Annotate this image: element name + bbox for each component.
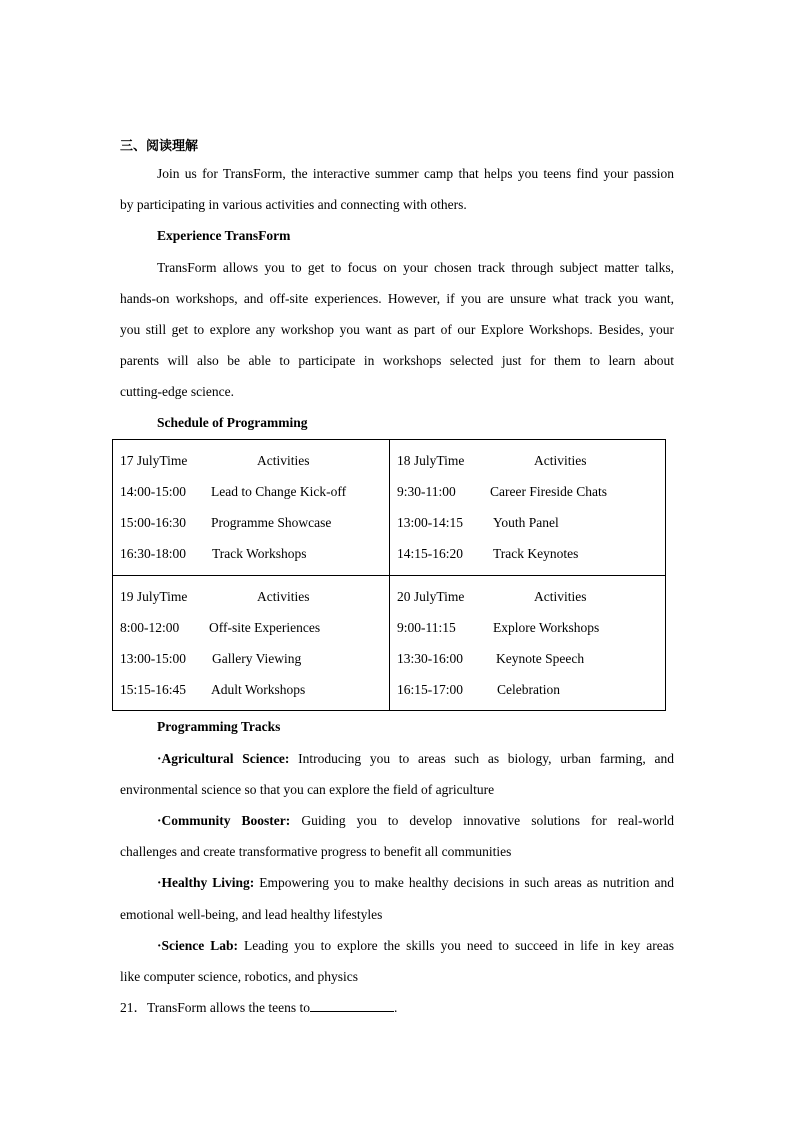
schedule-time: 9:30-11:00 — [397, 484, 456, 499]
question-number: 21． — [120, 1000, 147, 1015]
schedule-cell-day-20 — [397, 588, 667, 718]
experience-heading: Experience TransForm — [157, 228, 291, 243]
track-item-healthy-line-2: emotional well-being, and lead healthy lifestyles — [120, 907, 383, 922]
schedule-activity: Gallery Viewing — [212, 651, 302, 666]
schedule-cell-day-17 — [120, 452, 390, 582]
experience-line-1: TransForm allows you to get to focus on your chosen track through subject matter talks, — [157, 260, 674, 275]
track-label: ·Community Booster: — [157, 813, 291, 828]
track-label: ·Agricultural Science: — [157, 751, 290, 766]
experience-line-5: cutting-edge science. — [120, 384, 234, 399]
activities-header: Activities — [534, 589, 587, 604]
schedule-time: 14:00-15:00 — [120, 484, 186, 499]
schedule-activity: Celebration — [497, 682, 560, 697]
schedule-activity: Off-site Experiences — [209, 620, 321, 635]
intro-line-2: by participating in various activities and connecting with others. — [120, 197, 467, 212]
experience-line-2: hands-on workshops, and off-site experiences. However, if you are unsure what track you want, — [120, 291, 674, 306]
schedule-time: 15:00-16:30 — [120, 515, 186, 530]
track-item-agricultural-line-1 — [157, 750, 674, 768]
track-item-science-line-2: like computer science, robotics, and physics — [120, 969, 359, 984]
schedule-time: 13:00-15:00 — [120, 651, 186, 666]
intro-line-1: Join us for TransForm, the interactive summer camp that helps you teens find your passion — [157, 166, 674, 181]
activities-header: Activities — [534, 453, 587, 468]
date-time-header: 20 JulyTime — [397, 589, 465, 604]
tracks-heading: Programming Tracks — [157, 719, 281, 734]
schedule-activity: Programme Showcase — [211, 515, 332, 530]
activities-header: Activities — [257, 453, 310, 468]
schedule-time: 8:00-12:00 — [120, 620, 180, 635]
schedule-activity: Adult Workshops — [211, 682, 306, 697]
schedule-time: 16:15-17:00 — [397, 682, 463, 697]
schedule-activity: Lead to Change Kick-off — [211, 484, 347, 499]
schedule-time: 14:15-16:20 — [397, 546, 463, 561]
date-time-header: 18 JulyTime — [397, 453, 465, 468]
section-title: 三、阅读理解 — [120, 139, 199, 154]
track-label: ·Healthy Living: — [157, 875, 255, 890]
track-item-community-line-1 — [157, 812, 674, 830]
track-text: Introducing you to areas such as biology, urban farming, and — [289, 751, 674, 766]
activities-header: Activities — [257, 589, 310, 604]
experience-line-4: parents will also be able to participate in workshops selected just for them to learn about — [120, 353, 674, 368]
schedule-time: 9:00-11:15 — [397, 620, 456, 635]
schedule-cell-day-19 — [120, 588, 390, 718]
schedule-time: 13:30-16:00 — [397, 651, 463, 666]
track-item-agricultural-line-2: environmental science so that you can explore the field of agriculture — [120, 782, 495, 797]
schedule-cell-day-18 — [397, 452, 667, 582]
question-end: . — [394, 1000, 398, 1015]
schedule-time: 16:30-18:00 — [120, 546, 186, 561]
track-label: ·Science Lab: — [157, 938, 239, 953]
schedule-activity: Track Workshops — [212, 546, 307, 561]
track-text: Guiding you to develop innovative solutions for real-world — [290, 813, 674, 828]
track-text: Leading you to explore the skills you need to succeed in life in key areas — [238, 938, 674, 953]
schedule-activity: Track Keynotes — [493, 546, 579, 561]
schedule-table — [112, 439, 666, 711]
schedule-activity: Career Fireside Chats — [490, 484, 607, 499]
track-item-community-line-2: challenges and create transformative progress to benefit all communities — [120, 844, 512, 859]
question-21 — [120, 999, 674, 1017]
track-text: Empowering you to make healthy decisions in such areas as nutrition and — [254, 875, 674, 890]
schedule-time: 13:00-14:15 — [397, 515, 463, 530]
experience-line-3: you still get to explore any workshop you want as part of our Explore Workshops. Besides, your — [120, 322, 674, 337]
date-time-header: 17 JulyTime — [120, 453, 188, 468]
track-item-healthy-line-1 — [157, 874, 674, 892]
answer-blank[interactable] — [310, 999, 394, 1012]
date-time-header: 19 JulyTime — [120, 589, 188, 604]
track-item-science-line-1 — [157, 937, 674, 955]
question-text: TransForm allows the teens to — [147, 1000, 310, 1015]
schedule-activity: Keynote Speech — [496, 651, 585, 666]
schedule-activity: Youth Panel — [493, 515, 559, 530]
schedule-activity: Explore Workshops — [493, 620, 600, 635]
schedule-time: 15:15-16:45 — [120, 682, 186, 697]
schedule-heading: Schedule of Programming — [157, 415, 308, 430]
